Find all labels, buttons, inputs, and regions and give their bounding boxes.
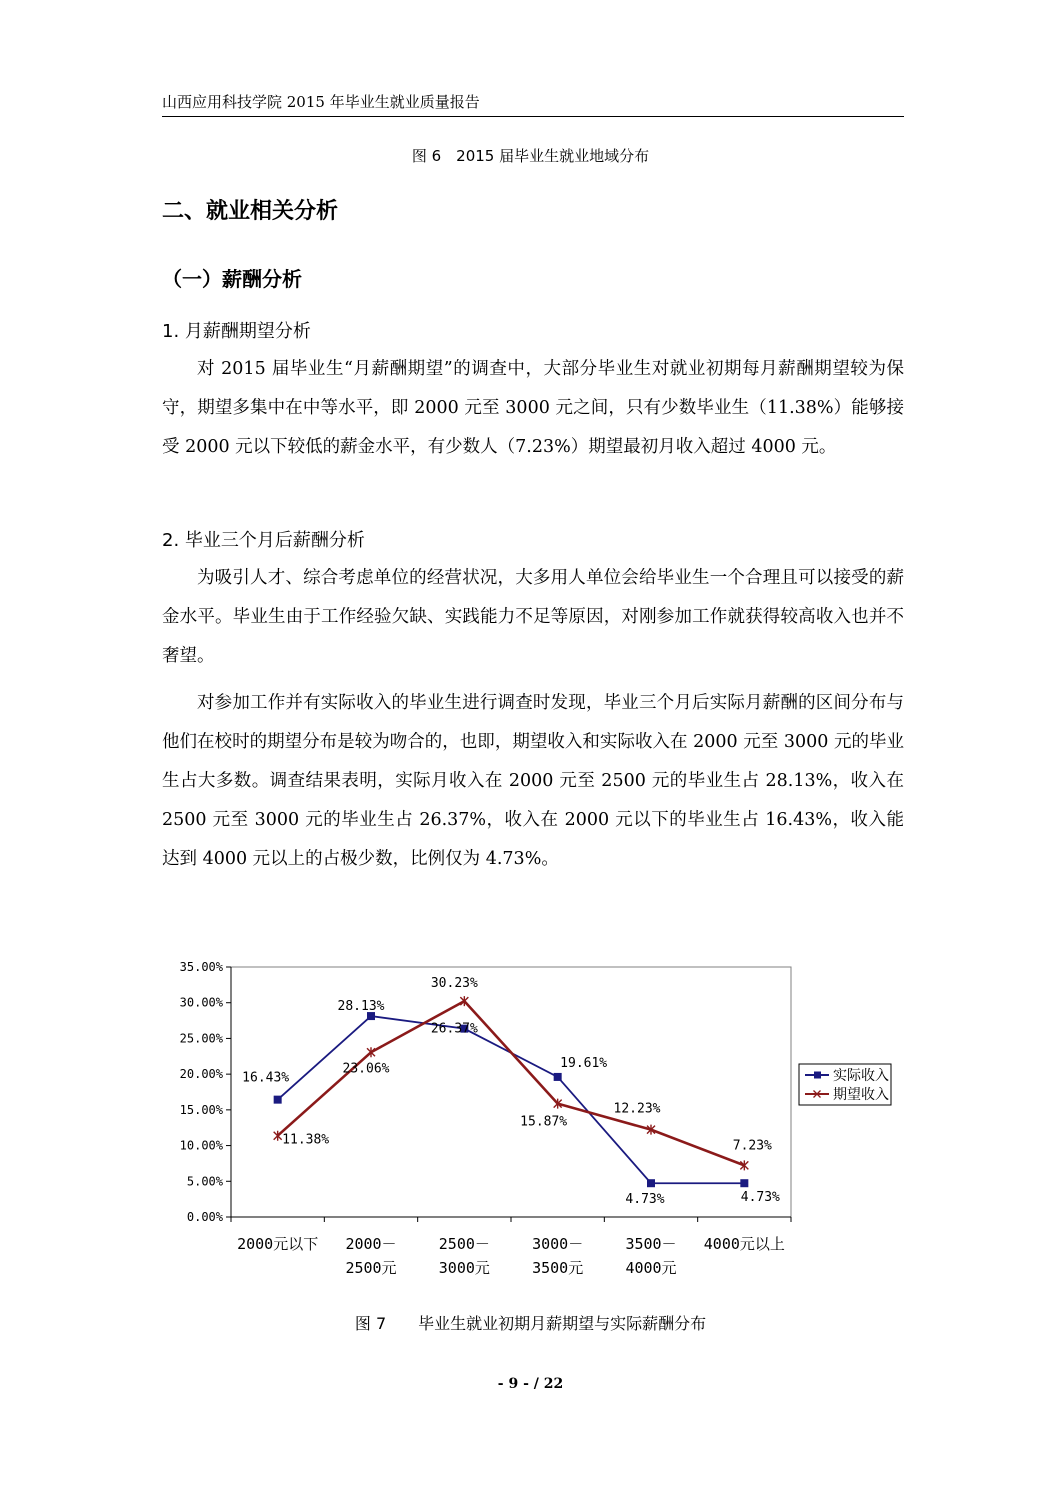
data-label: 12.23% xyxy=(613,1101,661,1117)
data-label: 28.13% xyxy=(337,999,385,1015)
page-header xyxy=(162,92,904,117)
x-tick-label: 3000元 xyxy=(438,1259,490,1277)
y-tick-label: 20.00% xyxy=(179,1067,223,1082)
part-2-paragraph-2: 对参加工作并有实际收入的毕业生进行调查时发现，毕业三个月后实际月薪酬的区间分布与他们在校时的期望分布是较为吻合的，也即，期望收入和实际收入在 2000 元至 3000 元的毕业生占大多数。调查结果表明，实际月收入在 2000 元至 2500 元的毕业生占 28.13%，收入在 2500 元至 3000 元的毕业生占 26.37%，收入在 2000 元以下的毕业生占 16.43%，收入能达到 4000 元以上的占极少数，比例仅为 4.73%。 xyxy=(162,693,904,869)
x-tick-label: 2500元 xyxy=(345,1259,397,1277)
legend-label: 实际收入 xyxy=(833,1068,889,1084)
y-tick-label: 25.00% xyxy=(179,1031,223,1046)
y-tick-label: 35.00% xyxy=(179,960,223,974)
x-tick-label: 3500－ xyxy=(625,1235,677,1253)
data-point xyxy=(460,996,468,1006)
y-tick-label: 15.00% xyxy=(179,1102,223,1117)
part-2-title: 2. 毕业三个月后薪酬分析 xyxy=(162,530,365,551)
data-label: 16.43% xyxy=(242,1070,290,1086)
data-point xyxy=(647,1179,655,1187)
data-point xyxy=(274,1096,282,1104)
page-number: - 9 - / 22 xyxy=(497,1376,564,1392)
data-point xyxy=(554,1073,562,1081)
part-1-paragraph: 对 2015 届毕业生“月薪酬期望”的调查中，大部分毕业生对就业初期每月薪酬期望较为保守，期望多集中在中等水平，即 2000 元至 3000 元之间，只有少数毕业生（11.38%）能够接受 2000 元以下较低的薪金水平，有少数人（7.23%）期望最初月收入超过 4000 元。 xyxy=(162,359,904,457)
header-title: 山西应用科技学院 2015 年毕业生就业质量报告 xyxy=(162,93,480,111)
legend-label: 期望收入 xyxy=(833,1087,889,1103)
data-label: 11.38% xyxy=(282,1132,330,1148)
y-tick-label: 30.00% xyxy=(179,995,223,1010)
series-line-0 xyxy=(278,1016,745,1183)
data-label: 4.73% xyxy=(740,1190,780,1206)
part-2-paragraph-1: 为吸引人才、综合考虑单位的经营状况，大多用人单位会给毕业生一个合理且可以接受的薪金水平。毕业生由于工作经验欠缺、实践能力不足等原因，对刚参加工作就获得较高收入也并不奢望。 xyxy=(162,568,904,666)
data-label: 19.61% xyxy=(560,1055,608,1071)
salary-line-chart xyxy=(150,950,910,1290)
data-label: 26.37% xyxy=(430,1021,478,1037)
part-1-title: 1. 月薪酬期望分析 xyxy=(162,321,311,342)
data-point xyxy=(367,1047,375,1057)
x-tick-label: 2000－ xyxy=(345,1235,397,1253)
x-tick-label: 4000元以上 xyxy=(703,1235,785,1253)
x-tick-label: 2500－ xyxy=(438,1235,490,1253)
x-tick-label: 2000元以下 xyxy=(237,1235,319,1253)
plot-area xyxy=(231,967,791,1217)
data-point xyxy=(740,1179,748,1187)
data-label: 15.87% xyxy=(520,1114,568,1130)
data-point xyxy=(274,1131,282,1141)
data-label: 7.23% xyxy=(732,1138,772,1154)
y-tick-label: 0.00% xyxy=(186,1210,223,1224)
data-label: 30.23% xyxy=(430,976,478,992)
x-tick-label: 3000－ xyxy=(532,1235,584,1253)
figure-6-caption: 图 6 2015 届毕业生就业地域分布 xyxy=(411,147,650,165)
y-tick-label: 5.00% xyxy=(186,1174,223,1189)
x-tick-label: 4000元 xyxy=(625,1259,677,1277)
y-tick-label: 10.00% xyxy=(179,1138,223,1153)
series-line-1 xyxy=(278,1001,745,1165)
subsection-title: （一）薪酬分析 xyxy=(162,267,302,291)
section-title: 二、就业相关分析 xyxy=(162,199,339,224)
figure-7-caption: 图 7 毕业生就业初期月薪期望与实际薪酬分布 xyxy=(354,1314,707,1333)
data-label: 23.06% xyxy=(342,1061,390,1077)
data-label: 4.73% xyxy=(625,1192,665,1208)
x-tick-label: 3500元 xyxy=(532,1259,584,1277)
legend-marker xyxy=(814,1072,821,1079)
